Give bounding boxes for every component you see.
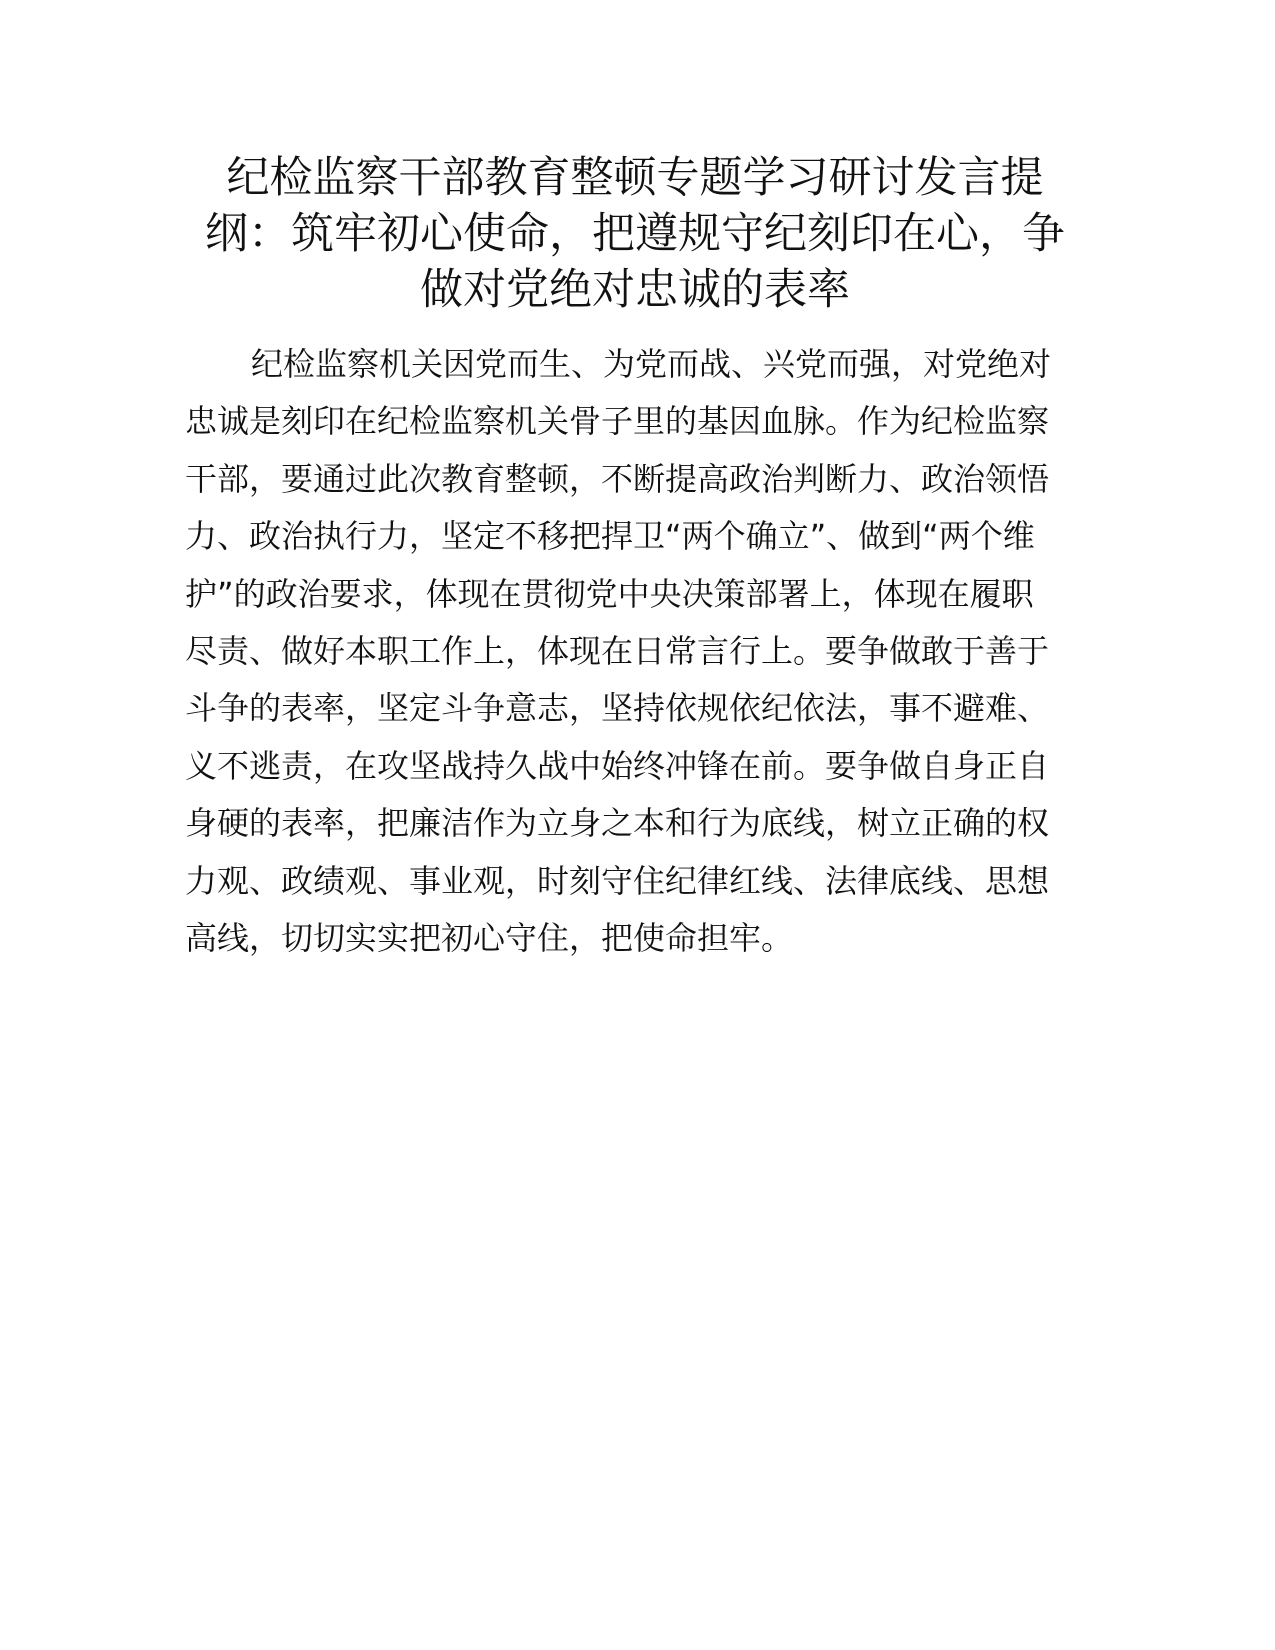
body-line-4: 力、政治执行力，坚定不移把捍卫“两个确立”、做到“两个维 bbox=[185, 517, 1035, 556]
body-line-10: 力观、政绩观、事业观，时刻守住纪律红线、法律底线、思想 bbox=[185, 861, 1050, 900]
body-line-5: 护”的政治要求，体现在贯彻党中央决策部署上，体现在履职 bbox=[185, 574, 1034, 613]
body-line-2: 忠诚是刻印在纪检监察机关骨子里的基因血脉。作为纪检监察 bbox=[185, 402, 1050, 441]
title-line-2: 纲：筑牢初心使命，把遵规守纪刻印在心，争 bbox=[205, 209, 1065, 259]
body-line-1: 纪检监察机关因党而生、为党而战、兴党而强，对党绝对 bbox=[251, 345, 1052, 383]
body-line-8: 义不逃责，在攻坚战持久战中始终冲锋在前。要争做自身正自 bbox=[185, 746, 1050, 785]
title-line-1: 纪检监察干部教育整顿专题学习研讨发言提 bbox=[226, 153, 1044, 203]
body-line-9: 身硬的表率，把廉洁作为立身之本和行为底线，树立正确的权 bbox=[185, 804, 1050, 843]
document-title bbox=[175, 150, 1095, 318]
body-line-3: 干部，要通过此次教育整顿，不断提高政治判断力、政治领悟 bbox=[185, 459, 1050, 498]
body-line-6: 尽责、做好本职工作上，体现在日常言行上。要争做敢于善于 bbox=[185, 631, 1050, 670]
document-body-paragraph bbox=[185, 336, 1090, 967]
body-line-7: 斗争的表率，坚定斗争意志，坚持依规依纪依法，事不避难、 bbox=[185, 689, 1050, 728]
body-line-11: 高线，切切实实把初心守住，把使命担牢。 bbox=[185, 918, 794, 957]
title-line-3: 做对党绝对忠诚的表率 bbox=[420, 265, 850, 315]
